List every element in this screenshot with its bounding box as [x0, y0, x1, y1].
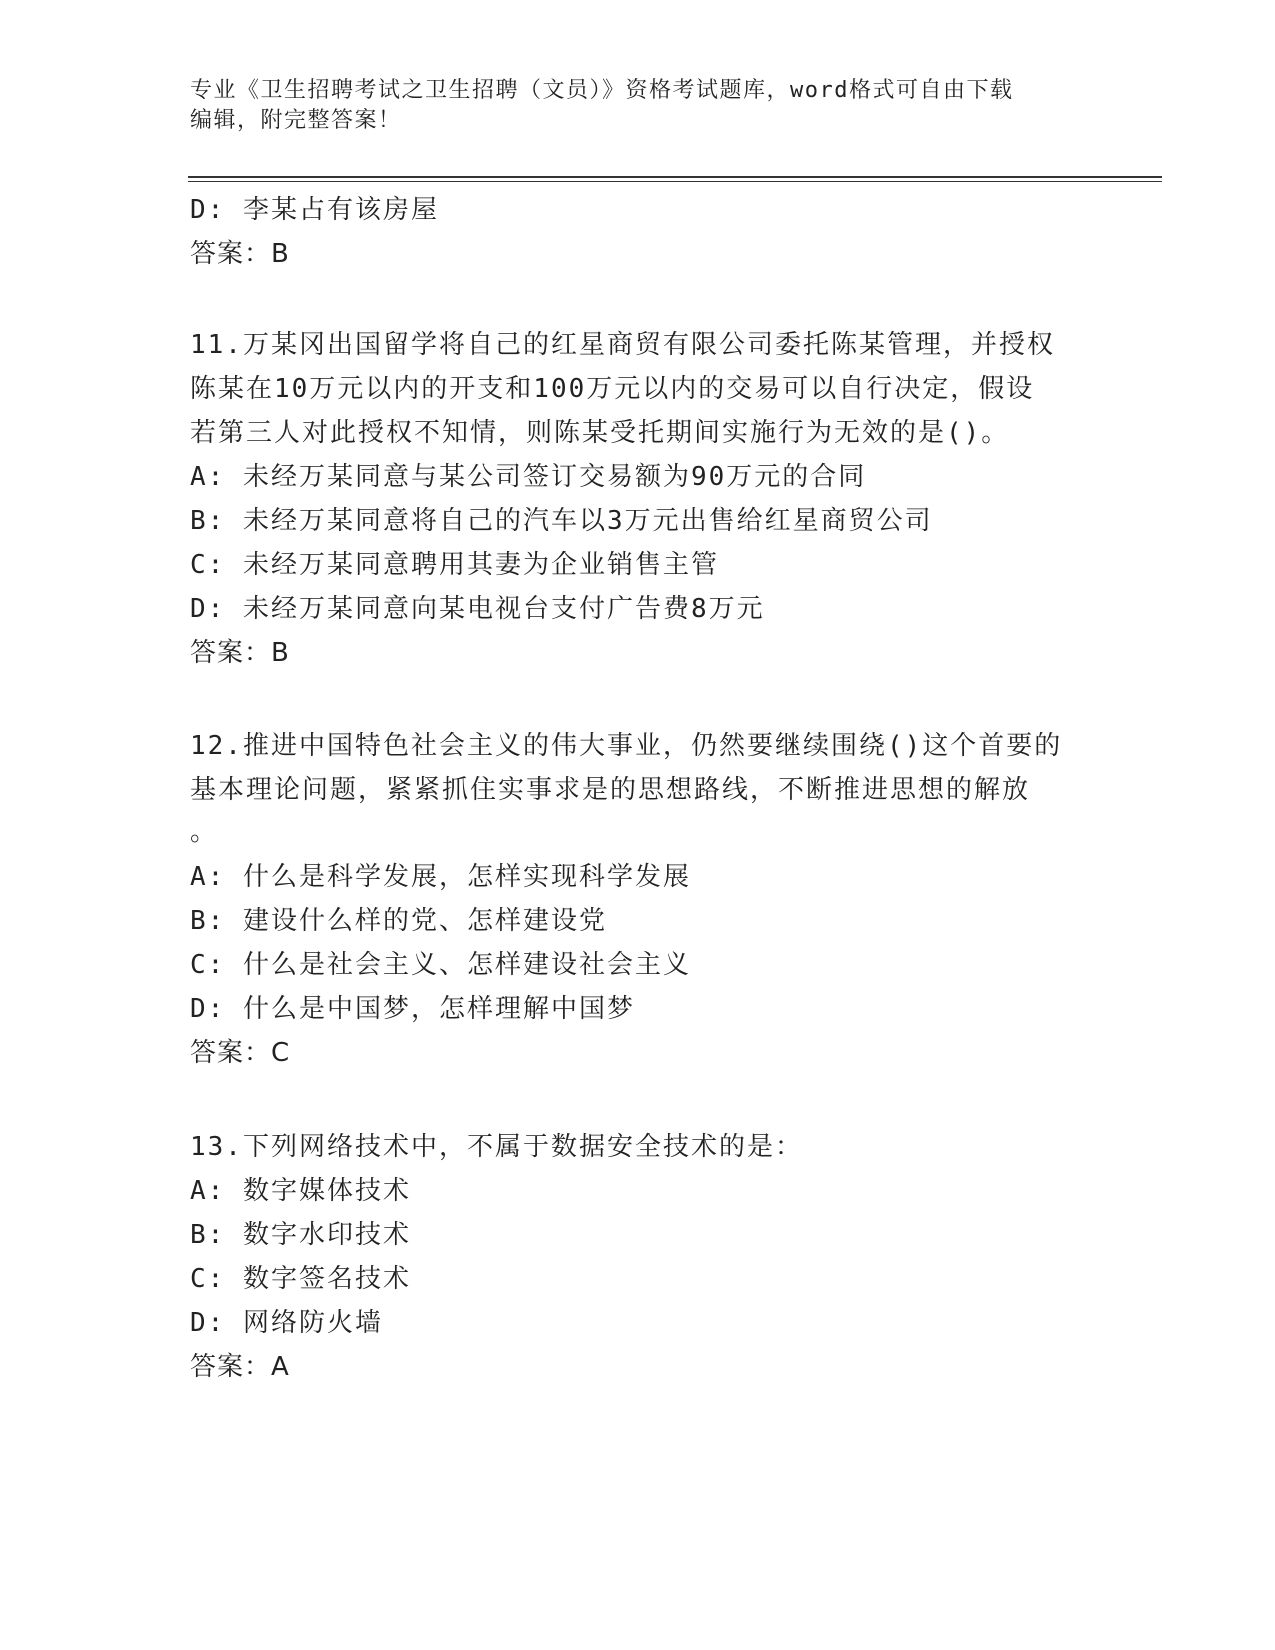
q12-stem-line-1: 12.推进中国特色社会主义的伟大事业，仍然要继续围绕()这个首要的 [190, 731, 1063, 761]
q10-answer: 答案：B [190, 239, 290, 269]
q13-answer: 答案：A [190, 1352, 290, 1382]
q11-option-b: B: 未经万某同意将自己的汽车以3万元出售给红星商贸公司 [190, 506, 933, 536]
q13-option-b: B: 数字水印技术 [190, 1220, 411, 1250]
q13-stem-line-1: 13.下列网络技术中，不属于数据安全技术的是： [190, 1132, 803, 1162]
q12-stem-line-2: 基本理论问题，紧紧抓住实事求是的思想路线，不断推进思想的解放 [190, 775, 1031, 805]
header-divider-thick [188, 176, 1162, 178]
q11-stem-line-3: 若第三人对此授权不知情，则陈某受托期间实施行为无效的是()。 [190, 418, 1010, 448]
header-line-1: 专业《卫生招聘考试之卫生招聘（文员）》资格考试题库，word格式可自由下载 [190, 78, 1014, 103]
q13-option-c: C: 数字签名技术 [190, 1264, 411, 1294]
q11-option-c: C: 未经万某同意聘用其妻为企业销售主管 [190, 550, 719, 580]
q11-stem-line-1: 11.万某冈出国留学将自己的红星商贸有限公司委托陈某管理，并授权 [190, 330, 1055, 360]
q11-stem-line-2: 陈某在10万元以内的开支和100万元以内的交易可以自行决定，假设 [190, 374, 1035, 404]
q13-option-d: D: 网络防火墙 [190, 1308, 383, 1338]
q11-option-a: A: 未经万某同意与某公司签订交易额为90万元的合同 [190, 462, 867, 492]
q12-answer: 答案：C [190, 1038, 291, 1068]
q11-answer: 答案：B [190, 638, 290, 668]
q12-option-d: D: 什么是中国梦，怎样理解中国梦 [190, 994, 635, 1024]
q12-option-c: C: 什么是社会主义、怎样建设社会主义 [190, 950, 691, 980]
header-line-2: 编辑，附完整答案！ [190, 108, 402, 133]
q10-option-d: D: 李某占有该房屋 [190, 195, 439, 225]
q11-option-d: D: 未经万某同意向某电视台支付广告费8万元 [190, 594, 765, 624]
q13-option-a: A: 数字媒体技术 [190, 1176, 411, 1206]
q12-stem-line-3: 。 [190, 817, 219, 847]
header-divider-thin [188, 181, 1162, 182]
q12-option-a: A: 什么是科学发展，怎样实现科学发展 [190, 862, 691, 892]
document-header [190, 76, 1070, 136]
q12-option-b: B: 建设什么样的党、怎样建设党 [190, 906, 607, 936]
